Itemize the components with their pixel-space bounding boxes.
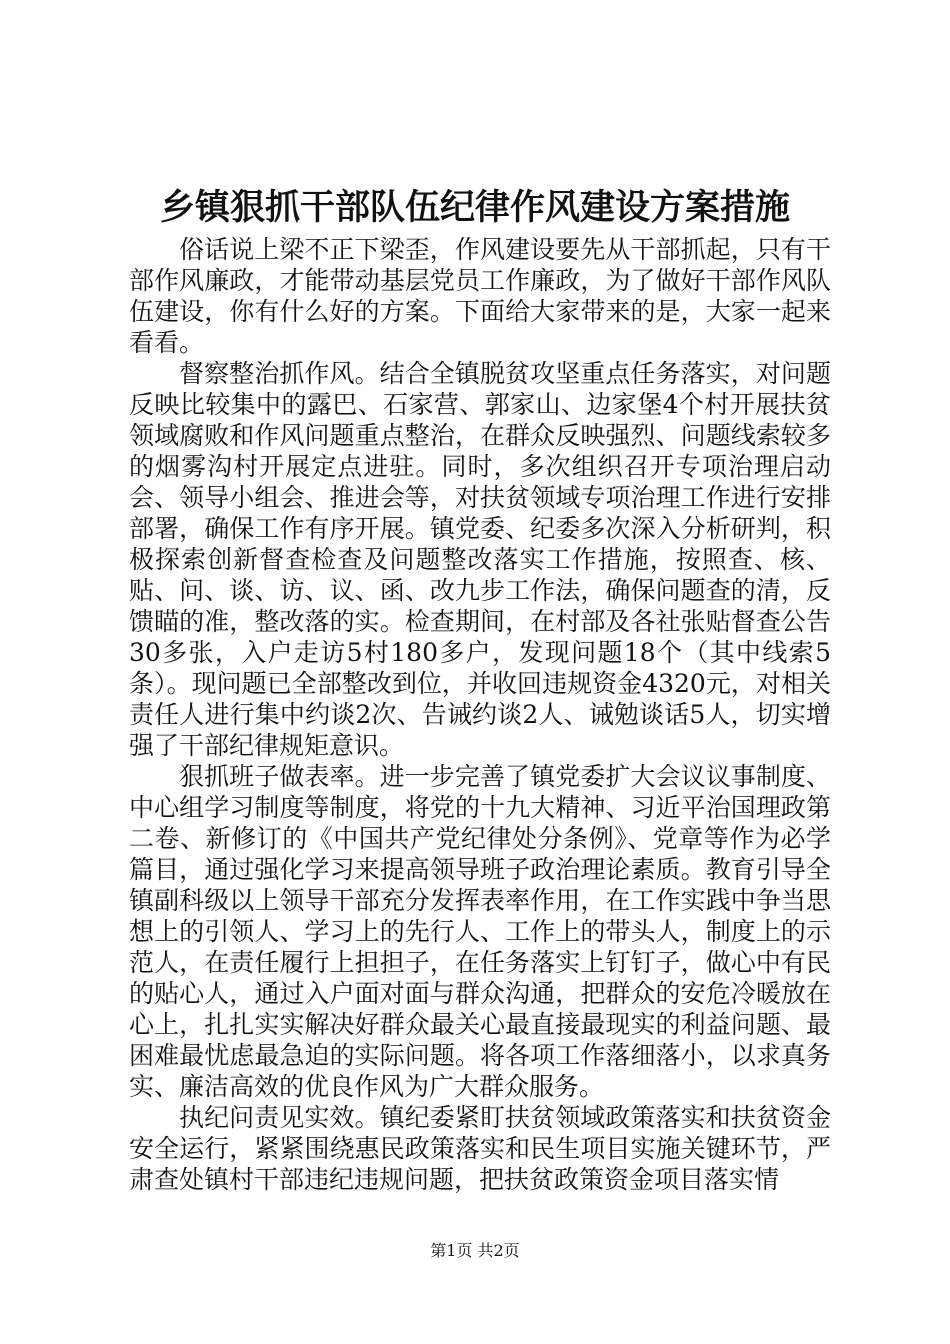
paragraph-intro: 俗话说上梁不正下梁歪，作风建设要先从干部抓起，只有干部作风廉政，才能带动基层党员工作廉政，为了做好干部作风队伍建设，你有什么好的方案。下面给大家带来的是，大家一起来看看。: [129, 235, 831, 357]
document-body: [129, 234, 831, 1195]
paragraph-supervision: 督察整治抓作风。结合全镇脱贫攻坚重点任务落实，对问题反映比较集中的露巴、石家营、郭家山、边家堡4个村开展扶贫领域腐败和作风问题重点整治，在群众反映强烈、问题线索较多的烟雾沟村开展定点进驻。同时，多次组织召开专项治理启动会、领导小组会、推进会等，对扶贫领域专项治理工作进行安排部署，确保工作有序开展。镇党委、纪委多次深入分析研判，积极探索创新督查检查及问题整改落实工作措施，按照查、核、贴、问、谈、访、议、函、改九步工作法，确保问题查的清，反馈瞄的准，整改落的实。检查期间，在村部及各社张贴督查公告30多张，入户走访5村180多户，发现问题18个（其中线索5条）。现问题已全部整改到位，并收回违规资金4320元，对相关责任人进行集中约谈2次、告诫约谈2人、诫勉谈话5人，切实增强了干部纪律规矩意识。: [129, 359, 831, 760]
page-footer: 第1页 共2页: [430, 1241, 520, 1260]
paragraph-accountability: 执纪问责见实效。镇纪委紧盯扶贫领域政策落实和扶贫资金安全运行，紧紧围绕惠民政策落实和民生项目实施关键环节，严肃查处镇村干部违纪违规问题，把扶贫政策资金项目落实情: [129, 1103, 831, 1194]
document-title: 乡镇狠抓干部队伍纪律作风建设方案措施: [159, 187, 790, 228]
paragraph-leadership: 狠抓班子做表率。进一步完善了镇党委扩大会议议事制度、中心组学习制度等制度，将党的十九大精神、习近平治国理政第二卷、新修订的《中国共产党纪律处分条例》、党章等作为必学篇目，通过强化学习来提高领导班子政治理论素质。教育引导全镇副科级以上领导干部充分发挥表率作用，在工作实践中争当思想上的引领人、学习上的先行人、工作上的带头人，制度上的示范人，在责任履行上担担子，在任务落实上钉钉子，做心中有民的贴心人，通过入户面对面与群众沟通，把群众的安危冷暖放在心上，扎扎实实解决好群众最关心最直接最现实的利益问题、最困难最忧虑最急迫的实际问题。将各项工作落细落小，以求真务实、廉洁高效的优良作风为广大群众服务。: [129, 762, 831, 1101]
